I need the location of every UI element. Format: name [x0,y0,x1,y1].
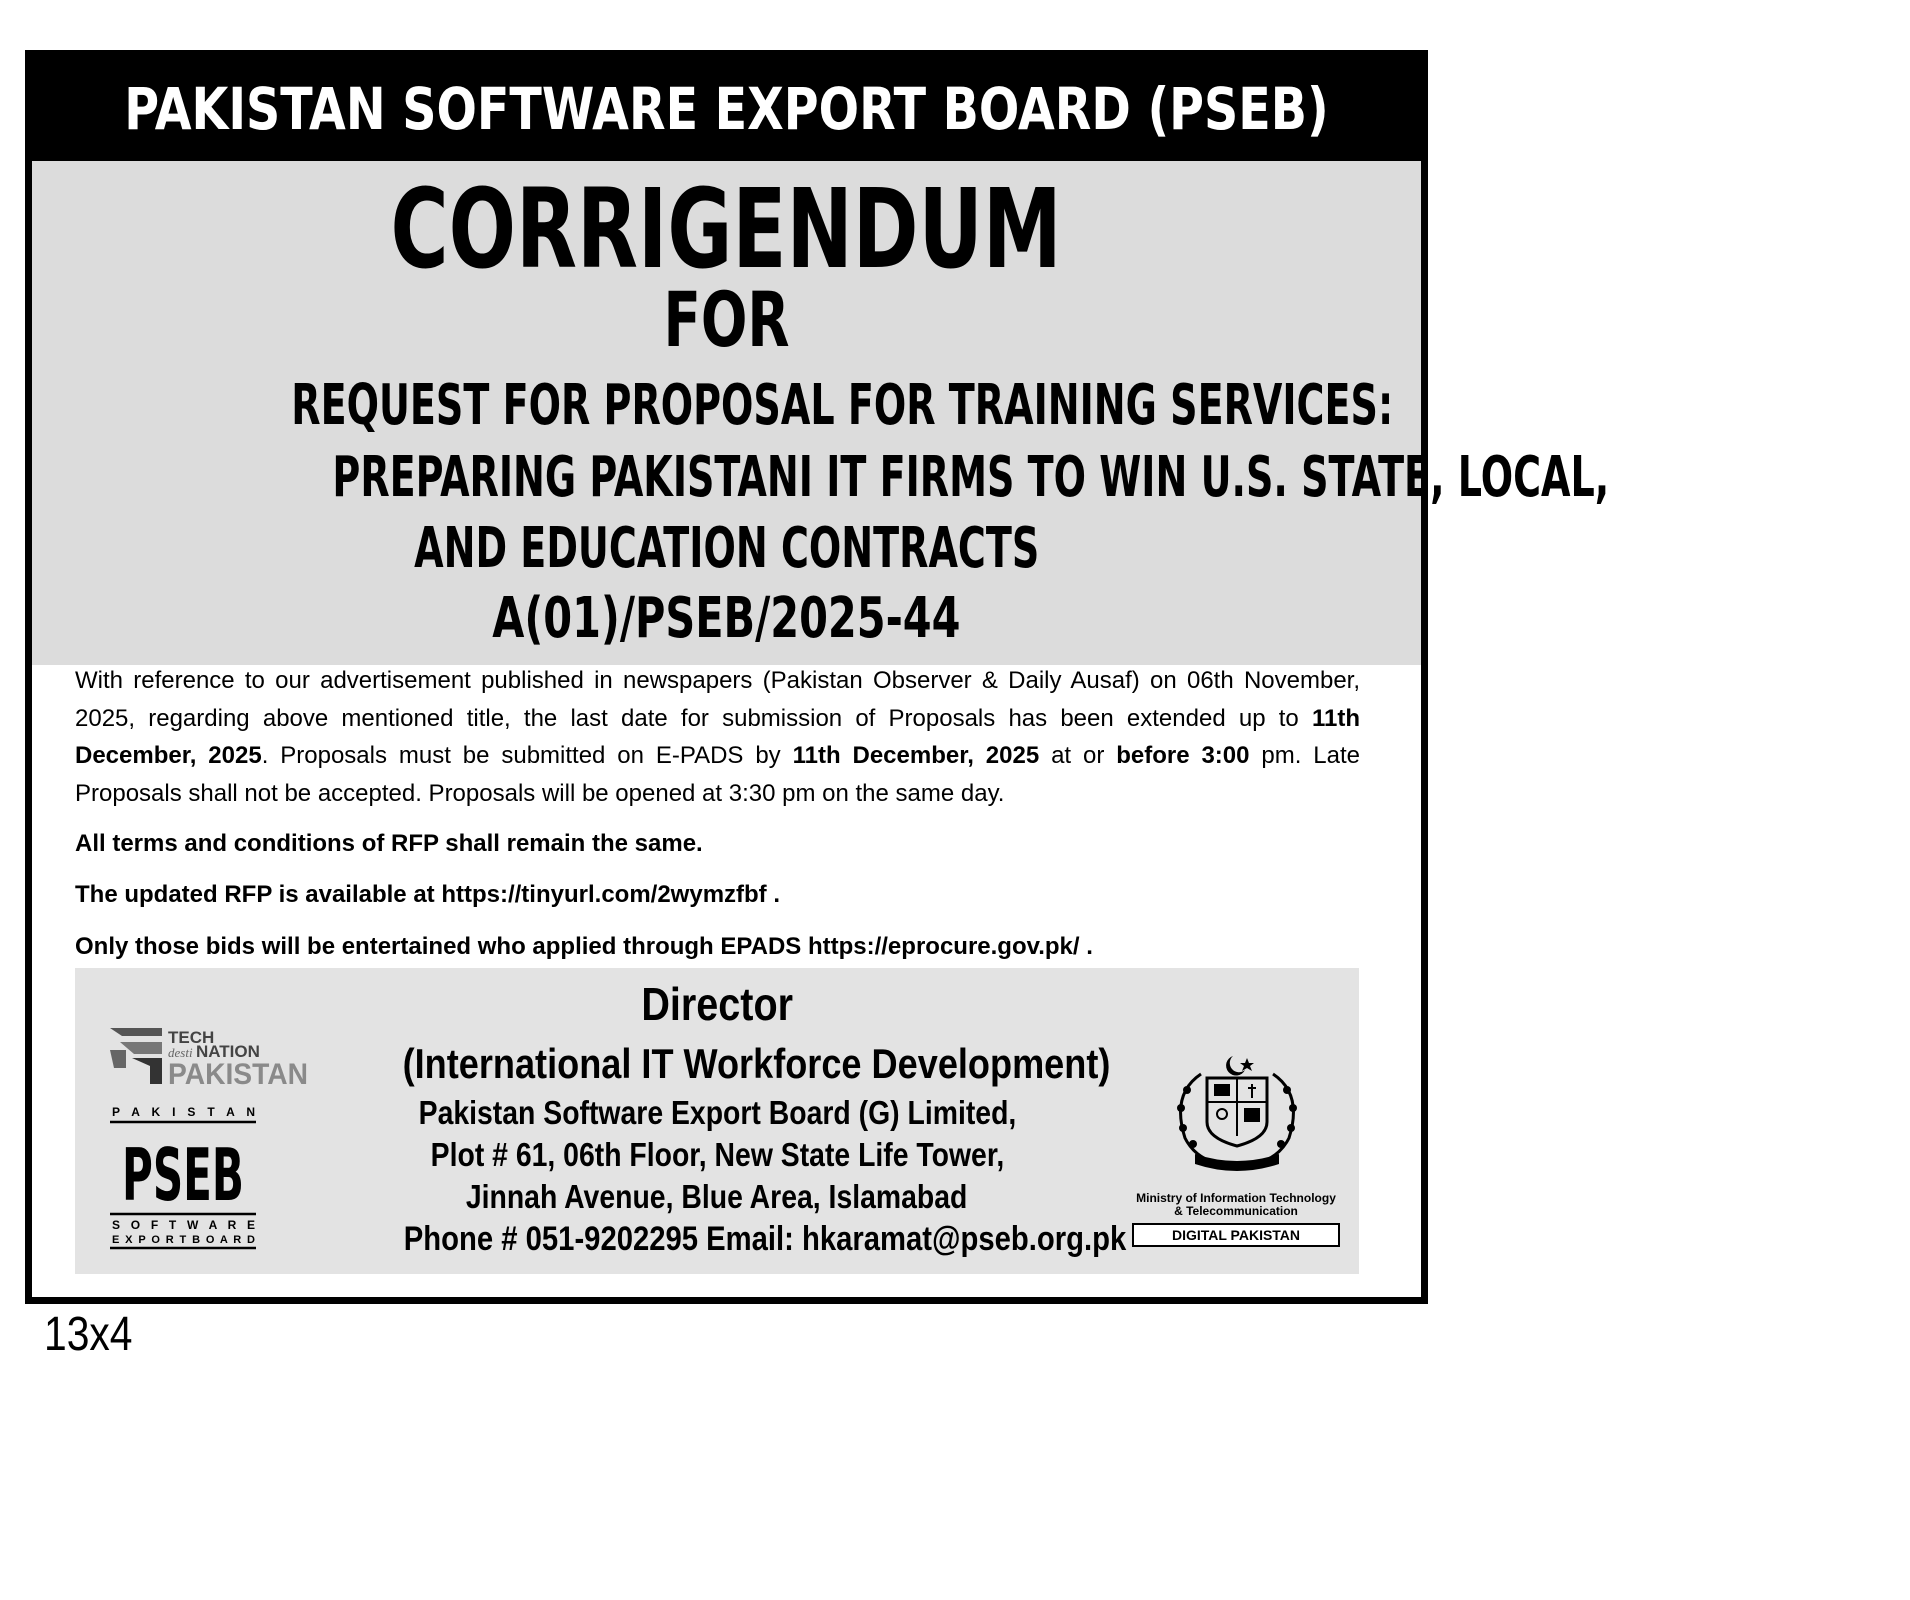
terms-note: All terms and conditions of RFP shall remain the same. [75,830,703,857]
organization-banner [32,57,1421,161]
notice-paragraph: With reference to our advertisement published in newspapers (Pakistan Observer & Daily Ausaf) on 06th November, 2025, regarding above mentioned title, the last date for submission of Proposals has been extended up to 11th December, 2025. Proposals must be submitted on E-PADS by 11th December, 2025 at or before 3:00 pm. Late Proposals shall not be accepted. Proposals will be opened at 3:30 pm on the same day. [75,667,1360,807]
title-block [32,161,1610,665]
contact-address-2: Jinnah Avenue, Blue Area, Islamabad [466,1178,968,1215]
contact-organization: Pakistan Software Export Board (G) Limited, [418,1094,1016,1131]
advertisement-frame [25,50,1610,1304]
svg-text:E X P O R T B O A R D: E X P O R T B O A R D [112,1234,255,1246]
svg-text:Ministry of Information Techno: Ministry of Information Technology [1136,1191,1336,1205]
contact-phone-email[interactable]: Phone # 051-9202295 Email: hkaramat@pseb.org.pk [403,1220,1127,1258]
pseb-logo [110,1105,256,1248]
svg-text:DIGITAL PAKISTAN: DIGITAL PAKISTAN [1171,1227,1301,1243]
contact-address-1: Plot # 61, 06th Floor, New State Life Tower, [430,1136,1004,1173]
banner-title: PAKISTAN SOFTWARE EXPORT BOARD (PSEB) [124,75,1329,143]
pseb-logos [110,1028,310,1268]
rfp-title-line-3: AND EDUCATION CONTRACTS [413,516,1040,581]
svg-text:desti: desti [168,1045,193,1060]
contact-designation: Director [641,978,793,1030]
ministry-emblem [1129,1046,1343,1256]
svg-text:TECH: TECH [168,1028,215,1047]
state-emblem-icon [1177,1056,1297,1171]
svg-text:S O F T W A R E: S O F T W A R E [112,1218,255,1232]
svg-text:PSEB: PSEB [122,1133,244,1217]
tech-destination-pakistan-logo [110,1028,308,1091]
svg-text:P A K I S T A N: P A K I S T A N [112,1105,255,1119]
ad-size-note: 13x4 [44,1308,133,1361]
updated-rfp-link[interactable]: The updated RFP is available at https://tinyurl.com/2wymzfbf . [75,881,781,908]
svg-text:PAKISTAN: PAKISTAN [168,1058,308,1091]
svg-text:NATION: NATION [196,1042,260,1061]
for-heading: FOR [663,275,790,364]
contact-department: (International IT Workforce Development) [402,1040,1111,1087]
epads-note[interactable]: Only those bids will be entertained who applied through EPADS https://eprocure.gov.pk/ . [75,933,1093,960]
contact-block [75,968,1359,1274]
reference-number: A(01)/PSEB/2025-44 [492,586,961,651]
rfp-title-line-1: REQUEST FOR PROPOSAL FOR TRAINING SERVICES: [291,373,1394,438]
rfp-title-line-2: PREPARING PAKISTANI IT FIRMS TO WIN U.S. STATE, LOCAL, [332,445,1610,510]
corrigendum-heading: CORRIGENDUM [390,165,1063,293]
svg-text:& Telecommunication: & Telecommunication [1174,1204,1298,1218]
